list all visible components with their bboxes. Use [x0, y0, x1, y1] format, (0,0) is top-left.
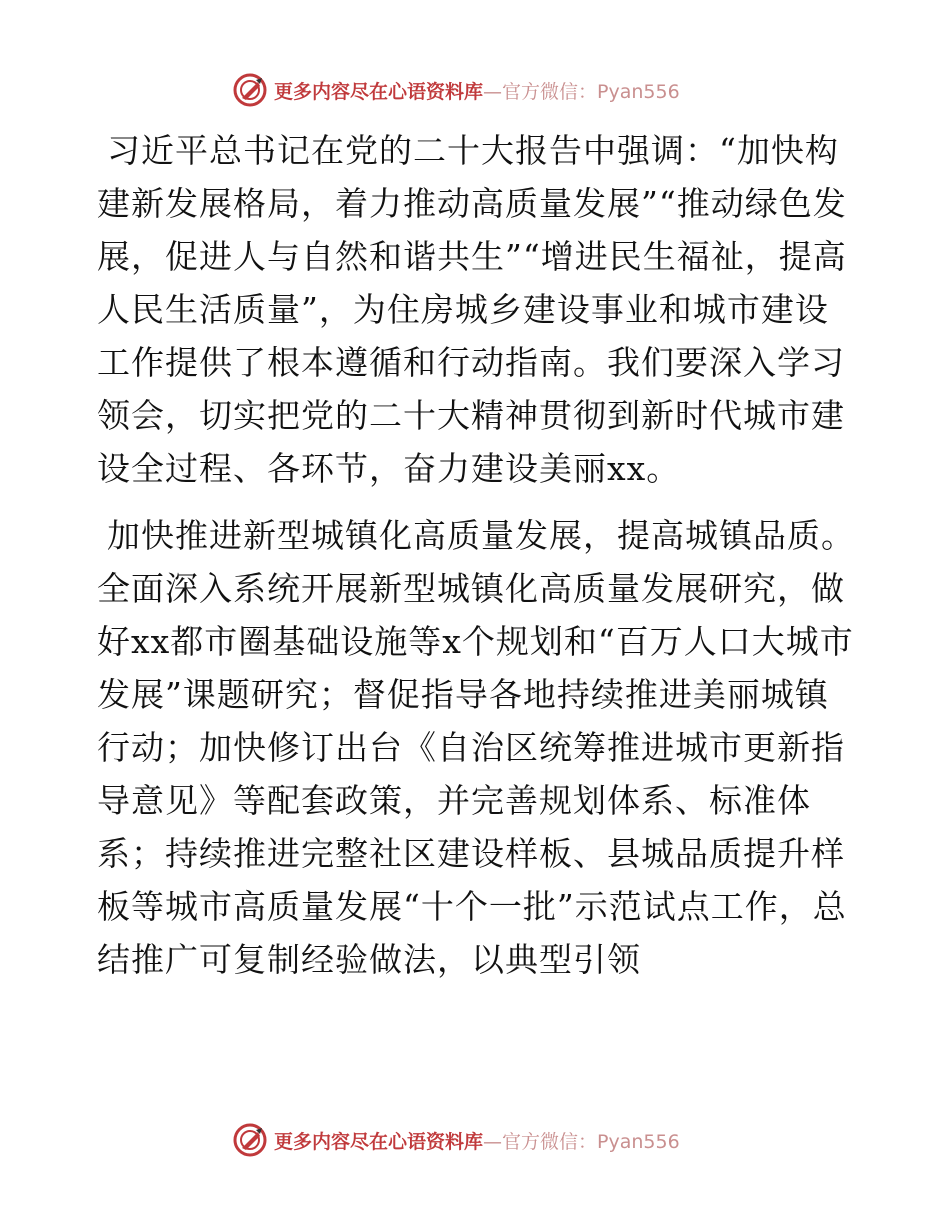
watermark-contact-text: —官方微信：Pyan556 [483, 1130, 680, 1153]
watermark-site-text: 更多内容尽在心语资料库 [274, 1130, 484, 1153]
watermark-site-text: 更多内容尽在心语资料库 [274, 80, 484, 103]
paragraph: 习近平总书记在党的二十大报告中强调：“加快构建新发展格局，着力推动高质量发展”“推动绿色发展，促进人与自然和谐共生”“增进民生福祉，提高人民生活质量”，为住房城乡建设事业和城市建设工作提供了根本遵循和行动指南。我们要深入学习领会，切实把党的二十大精神贯彻到新时代城市建设全过程、各环节，奋力建设美丽xx。 [97, 131, 847, 488]
logo-badge-icon [232, 72, 268, 108]
footer-watermark [232, 1120, 680, 1160]
paragraph: 加快推进新型城镇化高质量发展，提高城镇品质。全面深入系统开展新型城镇化高质量发展研究，做好xx都市圈基础设施等x个规划和“百万人口大城市发展”课题研究；督促指导各地持续推进美丽城镇行动；加快修订出台《自治区统筹推进城市更新指导意见》等配套政策，并完善规划体系、标准体系；持续推进完整社区建设样板、县城品质提升样板等城市高质量发展“十个一批”示范试点工作，总结推广可复制经验做法，以典型引领 [97, 516, 855, 979]
logo-badge-icon [232, 1122, 268, 1158]
watermark-contact-text: —官方微信：Pyan556 [483, 80, 680, 103]
header-watermark [232, 70, 680, 110]
document-body [97, 124, 857, 986]
